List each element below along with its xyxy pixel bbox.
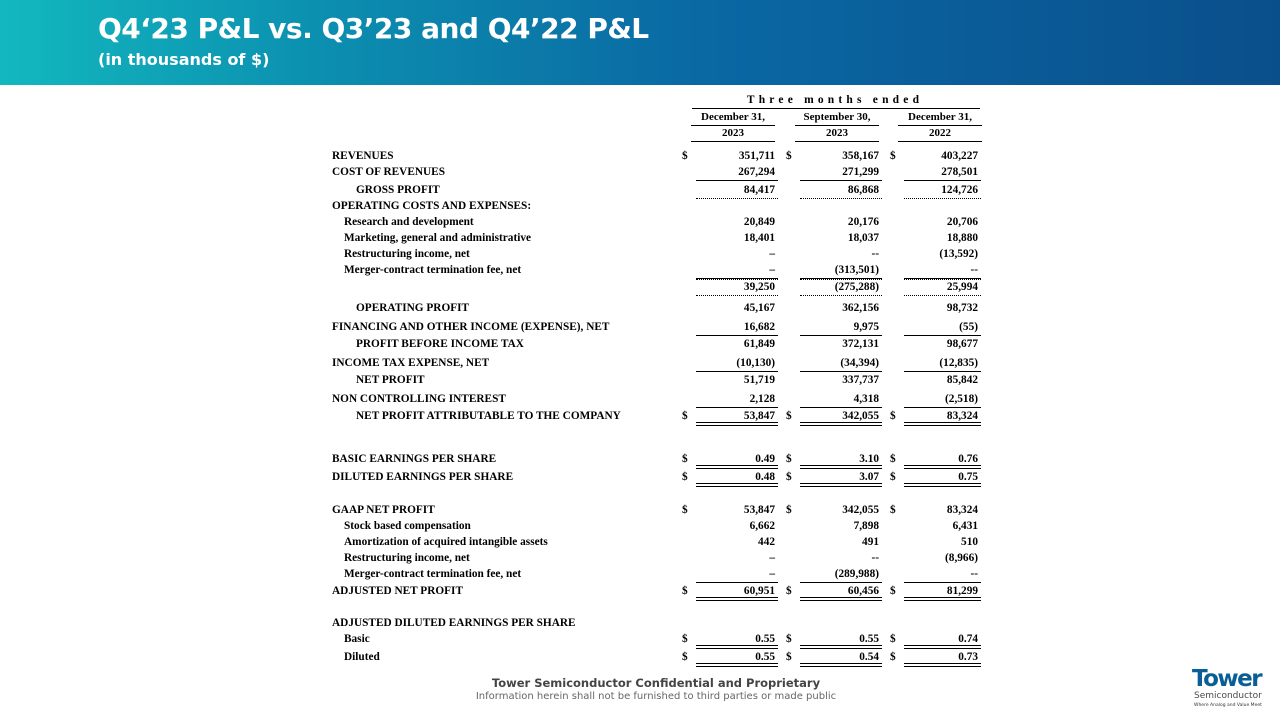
row-label: PROFIT BEFORE INCOME TAX — [356, 338, 524, 350]
row-label: Stock based compensation — [344, 520, 471, 532]
cell-value: 51,719 — [743, 374, 775, 386]
value-cell-2 — [786, 302, 882, 315]
value-cell-2 — [786, 568, 882, 581]
table-row — [330, 518, 982, 534]
row-label: Basic — [344, 633, 370, 645]
table-row — [330, 615, 982, 631]
cell-value: (8,966) — [945, 552, 978, 564]
row-label: GROSS PROFIT — [356, 184, 440, 196]
cell-value: 0.55 — [755, 651, 775, 663]
col3-header-rule2 — [898, 141, 982, 142]
table-row — [330, 355, 982, 371]
value-cell-3 — [890, 281, 981, 294]
cell-value: – — [769, 552, 775, 564]
value-cell-2 — [786, 651, 882, 664]
row-label: GAAP NET PROFIT — [332, 504, 435, 516]
value-cell-3 — [890, 150, 981, 163]
value-cell-3 — [890, 393, 981, 406]
dollar-sign: $ — [682, 150, 688, 162]
col2-header-rule — [795, 125, 879, 126]
cell-value: 45,167 — [743, 302, 775, 314]
value-cell-1 — [682, 651, 778, 664]
col3-header-line1: December 31, — [908, 111, 972, 123]
value-cell-3 — [890, 471, 981, 484]
cell-value: 362,156 — [842, 302, 879, 314]
cell-value: 98,677 — [946, 338, 978, 350]
logo-tagline: Where Analog and Value Meet — [1194, 703, 1262, 708]
dollar-sign: $ — [682, 651, 688, 663]
dollar-sign: $ — [682, 504, 688, 516]
cell-value: (13,592) — [939, 248, 978, 260]
col1-header-rule2 — [691, 141, 775, 142]
value-cell-2 — [786, 232, 882, 245]
value-cell-1 — [682, 504, 778, 517]
cell-value: 342,055 — [842, 410, 879, 422]
cell-value: -- — [871, 552, 879, 564]
col1-header-line1: December 31, — [701, 111, 765, 123]
value-cell-1 — [682, 264, 778, 277]
value-cell-1 — [682, 184, 778, 197]
table-row — [330, 319, 982, 335]
value-cell-2 — [786, 633, 882, 646]
value-cell-2 — [786, 471, 882, 484]
dollar-sign: $ — [682, 453, 688, 465]
cell-value: 342,055 — [842, 504, 879, 516]
cell-value: (10,130) — [736, 357, 775, 369]
dollar-sign: $ — [890, 471, 896, 483]
value-cell-1 — [682, 232, 778, 245]
col2-header-line2: 2023 — [826, 127, 848, 139]
cell-value: 510 — [961, 536, 978, 548]
row-label: REVENUES — [332, 150, 394, 162]
value-cell-1 — [682, 585, 778, 598]
cell-value: 84,417 — [743, 184, 775, 196]
cell-value: -- — [871, 248, 879, 260]
row-label: Merger-contract termination fee, net — [344, 568, 522, 580]
cell-value: 267,294 — [738, 166, 775, 178]
value-cell-2 — [786, 552, 882, 565]
value-cell-1 — [682, 248, 778, 261]
table-row — [330, 451, 982, 467]
value-cell-3 — [890, 552, 981, 565]
cell-value: 16,682 — [743, 321, 775, 333]
dollar-sign: $ — [786, 585, 792, 597]
value-cell-3 — [890, 184, 981, 197]
value-cell-1 — [682, 568, 778, 581]
cell-value: 18,401 — [743, 232, 775, 244]
value-cell-3 — [890, 651, 981, 664]
row-label: COST OF REVENUES — [332, 166, 445, 178]
cell-value: 20,706 — [946, 216, 978, 228]
value-cell-3 — [890, 568, 981, 581]
value-cell-2 — [786, 453, 882, 466]
table-row — [330, 469, 982, 485]
row-label: NET PROFIT — [356, 374, 425, 386]
dollar-sign: $ — [890, 504, 896, 516]
value-cell-3 — [890, 216, 981, 229]
cell-value: 0.55 — [755, 633, 775, 645]
cell-value: 358,167 — [842, 150, 879, 162]
table-row — [330, 198, 982, 214]
dollar-sign: $ — [786, 410, 792, 422]
cell-value: 60,456 — [847, 585, 879, 597]
value-cell-3 — [890, 357, 981, 370]
cell-value: (12,835) — [939, 357, 978, 369]
logo-wordmark: Tower — [1192, 666, 1262, 692]
value-cell-2 — [786, 216, 882, 229]
value-cell-1 — [682, 393, 778, 406]
dollar-sign: $ — [682, 633, 688, 645]
value-cell-3 — [890, 504, 981, 517]
table-row — [330, 566, 982, 582]
row-label: NET PROFIT ATTRIBUTABLE TO THE COMPANY — [356, 410, 621, 422]
cell-value: 83,324 — [946, 504, 978, 516]
value-cell-2 — [786, 166, 882, 179]
value-cell-2 — [786, 357, 882, 370]
table-row — [330, 550, 982, 566]
row-label: Diluted — [344, 651, 380, 663]
value-cell-1 — [682, 302, 778, 315]
cell-value: 81,299 — [946, 585, 978, 597]
col2-header-line1: September 30, — [803, 111, 871, 123]
page-title: Q4‘23 P&L vs. Q3’23 and Q4’22 P&L — [98, 12, 649, 45]
cell-value: (34,394) — [840, 357, 879, 369]
value-cell-3 — [890, 585, 981, 598]
value-cell-2 — [786, 410, 882, 423]
period-header: Three months ended — [746, 94, 924, 106]
table-row — [330, 583, 982, 599]
value-cell-2 — [786, 374, 882, 387]
cell-value: – — [769, 264, 775, 276]
col1-header-line2: 2023 — [722, 127, 744, 139]
value-cell-1 — [682, 633, 778, 646]
table-row — [330, 230, 982, 246]
row-label: Marketing, general and administrative — [344, 232, 532, 244]
row-label: ADJUSTED NET PROFIT — [332, 585, 463, 597]
table-row — [330, 631, 982, 647]
table-row — [330, 502, 982, 518]
cell-value: – — [769, 568, 775, 580]
table-row — [330, 534, 982, 550]
table-row — [330, 300, 982, 316]
row-label: Restructuring income, net — [344, 552, 470, 564]
cell-value: 271,299 — [842, 166, 879, 178]
value-cell-3 — [890, 302, 981, 315]
row-label: NON CONTROLLING INTEREST — [332, 393, 506, 405]
dollar-sign: $ — [786, 633, 792, 645]
value-cell-2 — [786, 585, 882, 598]
table-row — [330, 182, 982, 198]
cell-value: 4,318 — [853, 393, 879, 405]
page-subtitle: (in thousands of $) — [98, 50, 270, 69]
cell-value: 20,849 — [743, 216, 775, 228]
cell-value: -- — [970, 264, 978, 276]
cell-value: 491 — [862, 536, 879, 548]
cell-value: 7,898 — [853, 520, 879, 532]
cell-value: 6,431 — [952, 520, 978, 532]
table-row — [330, 372, 982, 388]
row-label: Research and development — [344, 216, 474, 228]
value-cell-3 — [890, 321, 981, 334]
row-label: INCOME TAX EXPENSE, NET — [332, 357, 490, 369]
col2-header-rule2 — [795, 141, 879, 142]
value-cell-2 — [786, 536, 882, 549]
value-cell-2 — [786, 248, 882, 261]
table-row — [330, 649, 982, 665]
dollar-sign: $ — [682, 585, 688, 597]
cell-value: 0.74 — [958, 633, 978, 645]
row-label: BASIC EARNINGS PER SHARE — [332, 453, 497, 465]
cell-value: 0.48 — [755, 471, 775, 483]
dollar-sign: $ — [890, 150, 896, 162]
cell-value: 83,324 — [946, 410, 978, 422]
table-row — [330, 164, 982, 180]
cell-value: 3.07 — [859, 471, 879, 483]
value-cell-2 — [786, 520, 882, 533]
table-row — [330, 408, 982, 424]
cell-value: 20,176 — [847, 216, 879, 228]
cell-value: 86,868 — [847, 184, 879, 196]
value-cell-1 — [682, 338, 778, 351]
value-cell-2 — [786, 264, 882, 277]
dollar-sign: $ — [890, 410, 896, 422]
cell-value: 60,951 — [743, 585, 775, 597]
table-row — [330, 246, 982, 262]
cell-value: 39,250 — [743, 281, 775, 293]
value-cell-3 — [890, 410, 981, 423]
table-row — [330, 262, 982, 278]
row-label: Merger-contract termination fee, net — [344, 264, 522, 276]
cell-value: (2,518) — [945, 393, 978, 405]
row-label: FINANCING AND OTHER INCOME (EXPENSE), NET — [332, 321, 610, 333]
value-cell-2 — [786, 150, 882, 163]
value-cell-1 — [682, 536, 778, 549]
dollar-sign: $ — [786, 471, 792, 483]
value-cell-3 — [890, 338, 981, 351]
cell-value: 25,994 — [946, 281, 978, 293]
value-cell-3 — [890, 264, 981, 277]
value-cell-1 — [682, 453, 778, 466]
dollar-sign: $ — [890, 633, 896, 645]
value-cell-1 — [682, 520, 778, 533]
col1-header-rule — [691, 125, 775, 126]
dollar-sign: $ — [682, 410, 688, 422]
table-row — [330, 279, 982, 295]
dollar-sign: $ — [786, 453, 792, 465]
cell-value: 337,737 — [842, 374, 879, 386]
row-label: ADJUSTED DILUTED EARNINGS PER SHARE — [332, 617, 576, 629]
dollar-sign: $ — [890, 651, 896, 663]
cell-value: -- — [970, 568, 978, 580]
value-cell-1 — [682, 281, 778, 294]
cell-value: 0.75 — [958, 471, 978, 483]
value-cell-1 — [682, 357, 778, 370]
cell-value: 9,975 — [853, 321, 879, 333]
value-cell-1 — [682, 374, 778, 387]
dollar-sign: $ — [786, 651, 792, 663]
header-banner — [0, 0, 1280, 85]
value-cell-1 — [682, 471, 778, 484]
row-label: OPERATING PROFIT — [356, 302, 470, 314]
value-cell-2 — [786, 184, 882, 197]
value-cell-3 — [890, 633, 981, 646]
value-cell-3 — [890, 520, 981, 533]
dollar-sign: $ — [786, 504, 792, 516]
cell-value: 3.10 — [859, 453, 879, 465]
value-cell-2 — [786, 321, 882, 334]
value-cell-3 — [890, 248, 981, 261]
value-cell-1 — [682, 321, 778, 334]
footer-confidential: Tower Semiconductor Confidential and Proprietary — [491, 676, 821, 690]
value-cell-1 — [682, 410, 778, 423]
cell-value: 18,037 — [847, 232, 879, 244]
value-cell-2 — [786, 281, 882, 294]
value-cell-1 — [682, 216, 778, 229]
cell-value: 124,726 — [941, 184, 978, 196]
cell-value: (55) — [959, 321, 978, 333]
value-cell-3 — [890, 374, 981, 387]
row-label: OPERATING COSTS AND EXPENSES: — [332, 200, 532, 212]
value-cell-3 — [890, 536, 981, 549]
cell-value: – — [769, 248, 775, 260]
cell-value: (313,501) — [834, 264, 879, 276]
value-cell-3 — [890, 232, 981, 245]
table-row — [330, 336, 982, 352]
col3-header-rule — [898, 125, 982, 126]
cell-value: 278,501 — [941, 166, 978, 178]
cell-value: 98,732 — [946, 302, 978, 314]
logo-subtitle: Semiconductor — [1194, 691, 1262, 701]
value-cell-1 — [682, 166, 778, 179]
table-row — [330, 214, 982, 230]
cell-value: 0.54 — [859, 651, 879, 663]
cell-value: 85,842 — [946, 374, 978, 386]
row-label: Amortization of acquired intangible assets — [344, 536, 548, 548]
value-cell-1 — [682, 150, 778, 163]
cell-value: (289,988) — [834, 568, 879, 580]
value-cell-3 — [890, 166, 981, 179]
dollar-sign: $ — [890, 585, 896, 597]
cell-value: 372,131 — [842, 338, 879, 350]
dollar-sign: $ — [890, 453, 896, 465]
tower-logo — [1192, 668, 1266, 712]
dollar-sign: $ — [682, 471, 688, 483]
value-cell-2 — [786, 338, 882, 351]
value-cell-2 — [786, 393, 882, 406]
cell-value: 61,849 — [743, 338, 775, 350]
cell-value: 0.73 — [958, 651, 978, 663]
value-cell-3 — [890, 453, 981, 466]
cell-value: 6,662 — [749, 520, 775, 532]
row-label: DILUTED EARNINGS PER SHARE — [332, 471, 514, 483]
value-cell-1 — [682, 552, 778, 565]
cell-value: 403,227 — [941, 150, 978, 162]
table-row — [330, 391, 982, 407]
cell-value: 18,880 — [946, 232, 978, 244]
cell-value: 0.76 — [958, 453, 978, 465]
footer-note: Information herein shall not be furnished to third parties or made public — [475, 691, 837, 702]
cell-value: 53,847 — [743, 410, 775, 422]
cell-value: 2,128 — [749, 393, 775, 405]
row-label: Restructuring income, net — [344, 248, 470, 260]
period-underline — [692, 108, 980, 109]
cell-value: 442 — [758, 536, 775, 548]
value-cell-2 — [786, 504, 882, 517]
cell-value: 53,847 — [743, 504, 775, 516]
cell-value: 351,711 — [738, 150, 775, 162]
cell-value: (275,288) — [834, 281, 879, 293]
cell-value: 0.55 — [859, 633, 879, 645]
dollar-sign: $ — [786, 150, 792, 162]
col3-header-line2: 2022 — [929, 127, 951, 139]
table-row — [330, 148, 982, 164]
cell-value: 0.49 — [755, 453, 775, 465]
